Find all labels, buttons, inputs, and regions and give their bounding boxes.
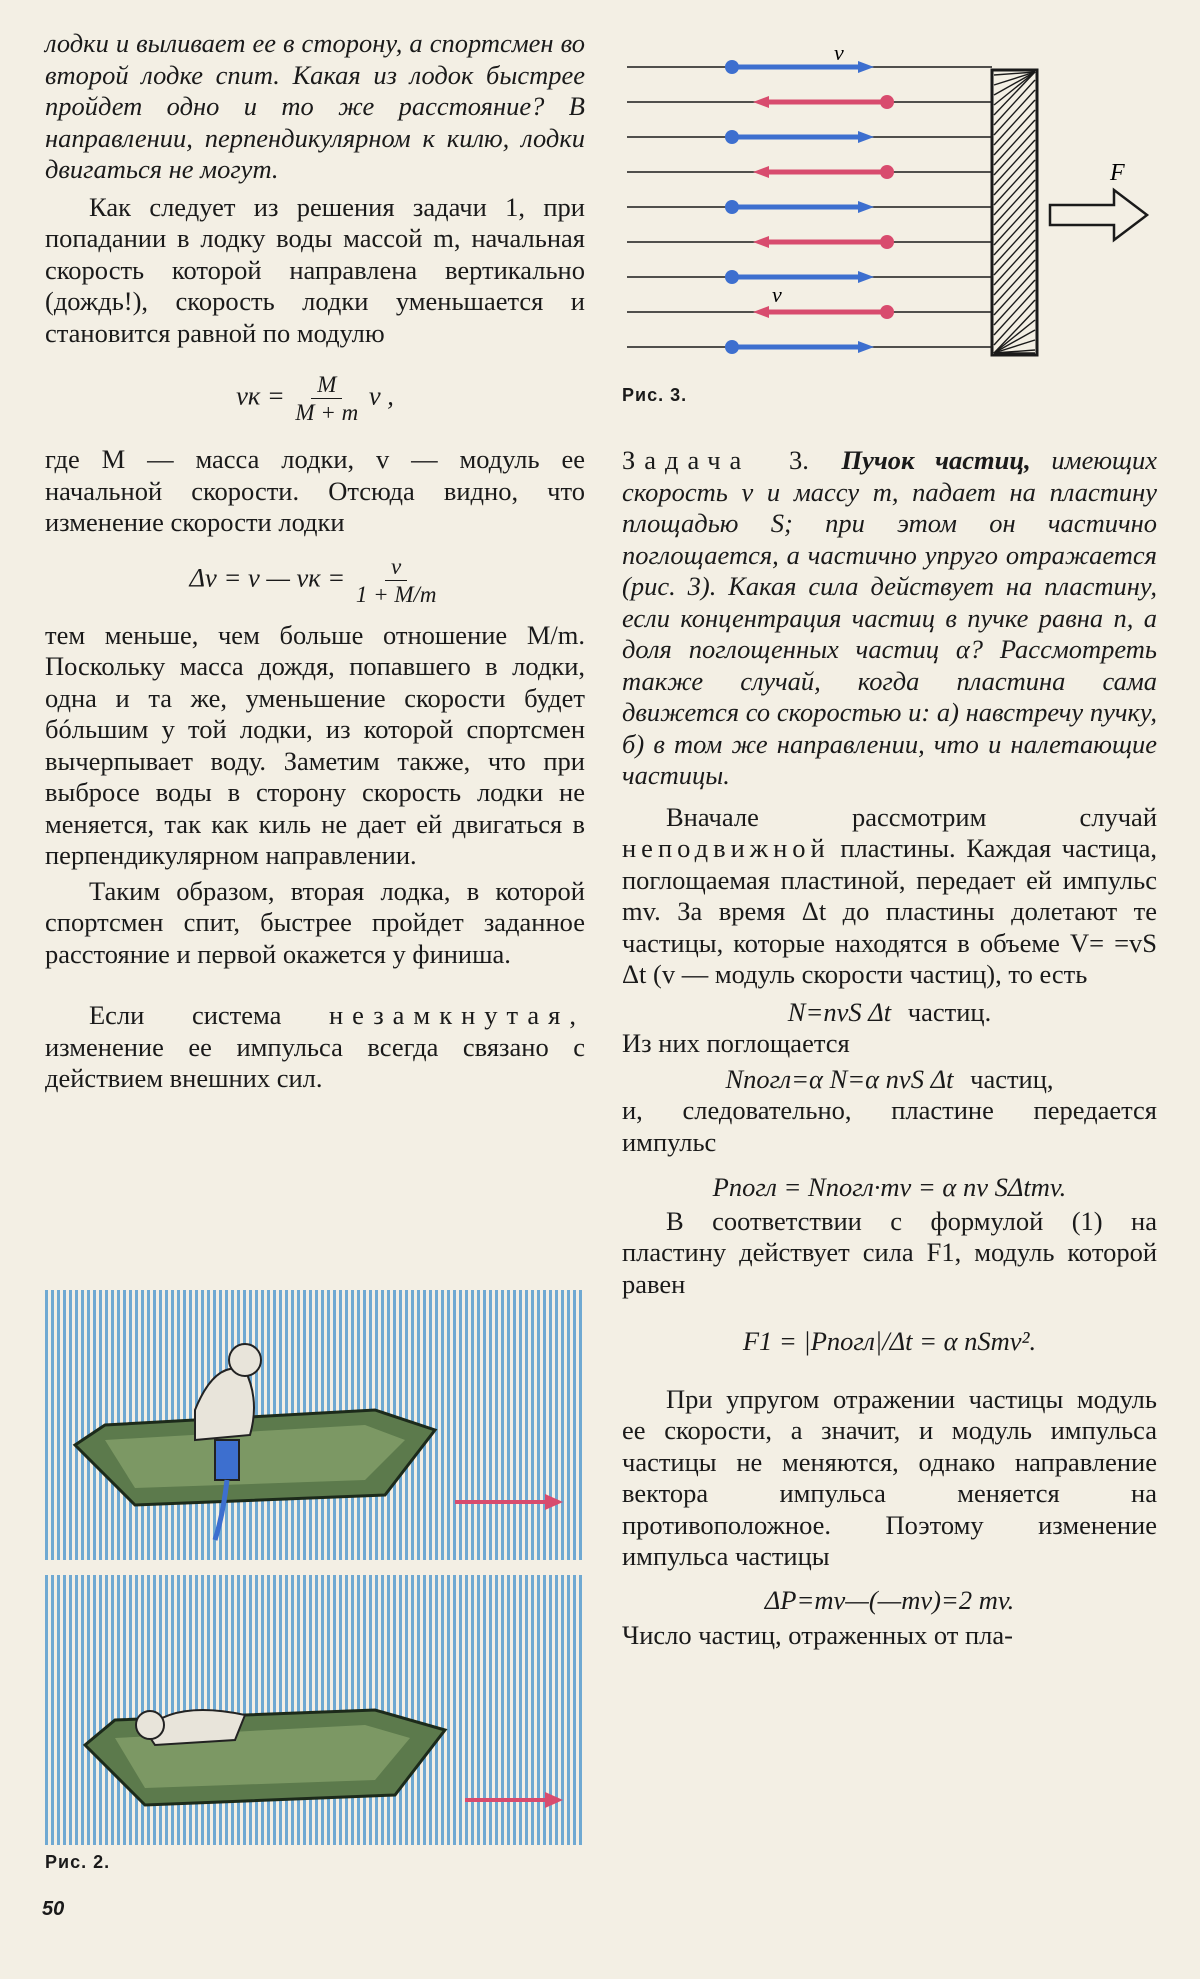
paragraph: При упругом отражении частицы модуль ее скорости, а значит, и модуль импульса частицы не меняются, однако направление вектора импульса меняется на противоположное. Поэтому изменение импульса частицы	[622, 1383, 1157, 1571]
formula-N: N=nvS Δt частиц.	[787, 996, 992, 1027]
force-arrow	[1050, 190, 1147, 240]
label-F: F	[1110, 160, 1125, 186]
task-3-statement: Задача 3. Пучок частиц, имеющих скорость v и массу m, падает на пластину площадью S; при этом он частично поглощается, а частично упруго отражается (рис. 3). Какая сила действует на пластину, если концентрация частиц в пучке равна n, а доля поглощенных частиц α? Рассмотреть также случай, когда пластина сама движется со скоростью u: а) навстречу пучку, б) в том же направлении, что и налетающие частицы.	[622, 445, 1158, 790]
paragraph: где M — масса лодки, v — модуль ее начальной скорости. Отсюда видно, что изменение скорости лодки	[45, 444, 585, 537]
intro-paragraph: лодки и выливает ее в сторону, а спортсмен во второй лодке спит. Какая из лодок быстрее пройдет одно и то же расстояние? В направлении, перпендикулярном к килю, лодки двигаться не могут.	[45, 28, 585, 184]
fraction: $\frac{v}{1 + M/m}$	[355, 553, 437, 607]
label-v-top: v	[834, 40, 844, 65]
paragraph: В соответствии с формулой (1) на пластину действует сила F1, модуль которой равен	[622, 1205, 1157, 1299]
boat-bottom	[85, 1710, 445, 1805]
figure-3-particle-beam	[622, 30, 1162, 370]
incident-particle-arrow	[725, 340, 874, 354]
formula-delta-v: Δv = v — vк = $\frac{v}{1 + M/m}$	[45, 553, 585, 608]
paragraph: Из них поглощается	[622, 1028, 850, 1058]
reflected-particle-arrow	[753, 165, 894, 179]
incident-particle-arrow	[725, 270, 874, 284]
incident-particle-arrow	[725, 60, 874, 74]
paragraph: Если система незамкнутая, изменение ее импульса всегда связано с действием внешних сил.	[45, 1000, 585, 1093]
task-label: Задача	[622, 445, 751, 475]
paragraph: Таким образом, вторая лодка, в которой спортсмен спит, быстрее пройдет заданное расстояние и первой окажется у финиша.	[45, 875, 585, 969]
right-column	[622, 445, 1157, 1652]
paragraph: Вначале рассмотрим случай неподвижной пластины. Каждая частица, поглощаемая пластиной, передает ей импульс mv. За время Δt до пластины долетают те частицы, которые находятся в объеме V= =vS Δt (v — модуль скорости частиц), то есть	[622, 801, 1157, 989]
bucket-icon	[215, 1440, 239, 1480]
figure-2-boats	[45, 1290, 585, 1845]
beam-lines	[627, 60, 992, 354]
formula-N-absorbed: Nпогл=α N=α nvS Δt частиц,	[725, 1063, 1054, 1094]
reflected-particle-arrow	[753, 95, 894, 109]
formula-P-absorbed: Pпогл = Nпогл·mv = α nv SΔtmv.	[712, 1172, 1067, 1202]
label-v-mid: v	[772, 282, 782, 307]
fraction: $\frac{M}{M + m}$	[295, 372, 359, 425]
rain-background	[45, 1575, 585, 1845]
paragraph: Число частиц, отраженных от пла-	[622, 1620, 1013, 1650]
page-number: 50	[42, 1898, 65, 1920]
left-column	[45, 28, 585, 1095]
formula-vk: vк = $\frac{M}{M + m}$ v ,	[236, 372, 394, 425]
reflected-particle-arrow	[753, 305, 894, 319]
incident-particle-arrow	[725, 200, 874, 214]
formula-delta-P: ΔP=mv—(—mv)=2 mv.	[764, 1584, 1015, 1615]
formula-F1: F1 = |Pпогл|/Δt = α nSmv².	[742, 1326, 1037, 1356]
incident-particle-arrow	[725, 130, 874, 144]
figure-2-caption: Рис. 2.	[45, 1852, 111, 1872]
paragraph: и, следовательно, пластине передается импульс	[622, 1095, 1157, 1157]
paragraph: Как следует из решения задачи 1, при попадании в лодку воды массой m, начальная скорость которой направлена вертикально (дождь!), скорость лодки уменьшается и становится равной по модулю	[45, 191, 585, 348]
reflected-particle-arrow	[753, 235, 894, 249]
figure-3-caption: Рис. 3.	[622, 385, 688, 405]
paragraph: тем меньше, чем больше отношение M/m. Поскольку масса дождя, попавшего в лодки, одна и та же, уменьшение скорости будет бóльшим у той лодки, из которой спортсмен вычерпывает воду. Заметим также, что при выбросе воды в сторону скорость лодки не меняется, так как киль не дает ей двигаться в перпендикулярном направлении.	[45, 619, 585, 870]
